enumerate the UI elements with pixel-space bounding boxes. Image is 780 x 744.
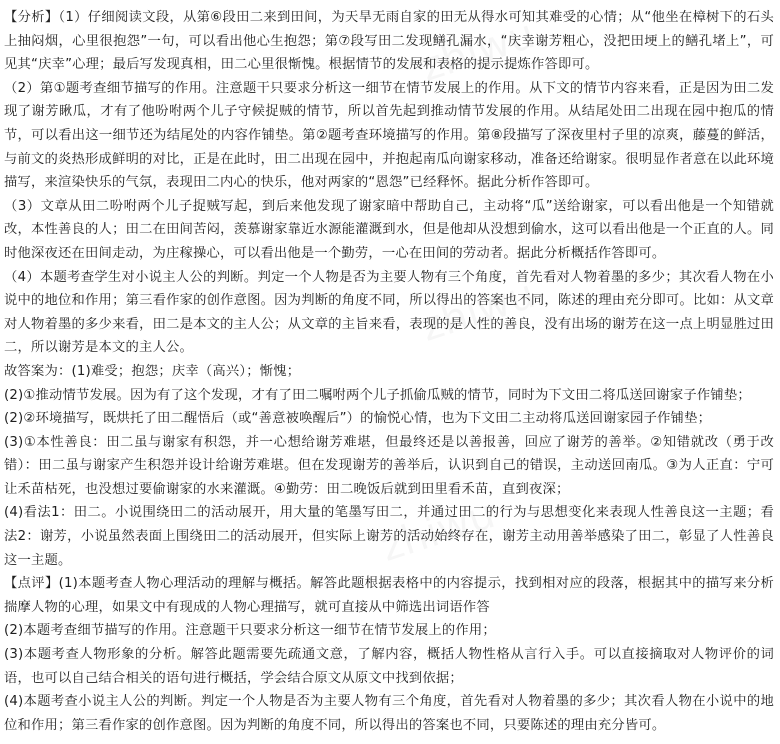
analysis-paragraph-4: （4）本题考查学生对小说主人公的判断。判定一个人物是否为主要人物有三个角度，首先看对人物着墨的多少；其次看人物在小说中的地位和作用；第三看作家的创作意图。因为判断的角度不同，所以得出的答案也不同，陈述的理由充分即可。比如：从文章对人物着墨的多少来看，田二是本文的主人公；从文章的主旨来看，表现的是人性的善良，没有出场的谢芳在这一点上明显胜过田二，所以谢芳是本文的主人公。 bbox=[4, 269, 774, 356]
answer-line-5: (4)看法1：田二。小说围绕田二的活动展开，用大量的笔墨写田二，并通过田二的行为与思想变化来表现人性善良这一主题；看法2：谢芳，小说虽然表面上围绕田二的活动展开，但实际上谢芳的活动始终存在，谢芳主动用善举感染了田二，彰显了人性善良这一主题。 bbox=[4, 505, 774, 568]
comment-paragraph-4: (4)本题考查小说主人公的判断。判定一个人物是否为主要人物有三个角度，首先看对人物着墨的多少；其次看人物在小说中的地位和作用；第三看作家的创作意图。因为判断的角度不同，所以得出的答案也不同，只要陈述的理由充分皆可。 bbox=[4, 694, 774, 733]
comment-paragraph-3: (3)本题考查人物形象的分析。解答此题需要先疏通文意，了解内容，概括人物性格从言行入手。可以直接摘取对人物评价的词语，也可以自己结合相关的语句进行概括，学会结合原文从原文中找到依据； bbox=[4, 647, 774, 686]
analysis-paragraph-3: （3）文章从田二吩咐两个儿子捉贼写起，到后来他发现了谢家暗中帮助自己，主动将“瓜”送给谢家，可以看出他是一个知错就改，本性善良的人；田二在田间苦闷，羡慕谢家靠近水源能灌溉到水，但是他却从没想到偷水，这可以看出他是一个正直的人。同时他深夜还在田间走动，为庄稼操心，可以看出他是一个勤劳，一心在田间的劳动者。据此分析概括作答即可。 bbox=[4, 198, 774, 261]
comment-paragraph-2: (2)本题考查细节描写的作用。注意题干只要求分析这一细节在情节发展上的作用； bbox=[4, 623, 496, 639]
answer-line-2: (2)①推动情节发展。因为有了这个发现，才有了田二嘱咐两个儿子抓偷瓜贼的情节，同时为下文田二将瓜送回谢家子作铺垫； bbox=[4, 387, 751, 403]
comment-paragraph-1: 【点评】(1)本题考查人物心理活动的理解与概括。解答此题根据表格中的内容提示，找到相对应的段落，根据其中的描写来分析揣摩人物的心理，如果文中有现成的人物心理描写，就可直接从中筛选出词语作答 bbox=[4, 576, 774, 615]
analysis-paragraph-1: 【分析】（1）仔细阅读文段，从第⑥段田二来到田间，为天旱无雨自家的田无从得水可知其难受的心情；从“他坐在樟树下的石头上抽闷烟，心里很抱怨”一句，可以看出他心生抱怨；第⑦段写田二发现鳝孔漏水，“庆幸谢芳粗心，没把田埂上的鳝孔堵上”，可见其“庆幸”心理；最后写发现真相，田二心里很惭愧。根据情节的发展和表格的提示提炼作答即可。 bbox=[4, 10, 774, 73]
analysis-paragraph-2: （2）第①题考查细节描写的作用。注意题干只要求分析这一细节在情节发展上的作用。从下文的情节内容来看，正是因为田二发现了谢芳瞅瓜，才有了他吩咐两个儿子守候捉贼的情节，所以首先起到推动情节发展的作用。从结尾处田二出现在园中抱瓜的情节，可以看出这一细节还为结尾处的内容作铺垫。第②题考查环境描写的作用。第⑧段描写了深夜里村子里的凉爽，藤蔓的鲜活，与前文的炎热形成鲜明的对比，正是在此时，田二出现在园中，并抱起南瓜向谢家移动，准备还给谢家。很明显作者意在以此环境描写，来渲染快乐的气氛，表现田二内心的快乐，他对两家的“恩怨”已经释怀。据此分析作答即可。 bbox=[4, 80, 774, 191]
answer-line-1: 故答案为：(1)难受；抱怨；庆幸（高兴）；惭愧； bbox=[4, 363, 301, 379]
answer-line-3: (2)②环境描写，既烘托了田二醒悟后（或“善意被唤醒后”）的愉悦心情，也为下文田二主动将瓜送回谢家园子作铺垫； bbox=[4, 411, 712, 427]
answer-line-4: (3)①本性善良：田二虽与谢家有积怨，并一心想给谢芳难堪，但最终还是以善报善，回应了谢芳的善举。②知错就改（勇于改错）：田二虽与谢家产生积怨并设计给谢芳难堪。但在发现谢芳的善举后，认识到自己的错误，主动送回南瓜。③为人正直：宁可让禾苗枯死，也没想过要偷谢家的水来灌溉。④勤劳：田二晚饭后就到田里看禾苗，直到夜深； bbox=[4, 434, 774, 497]
